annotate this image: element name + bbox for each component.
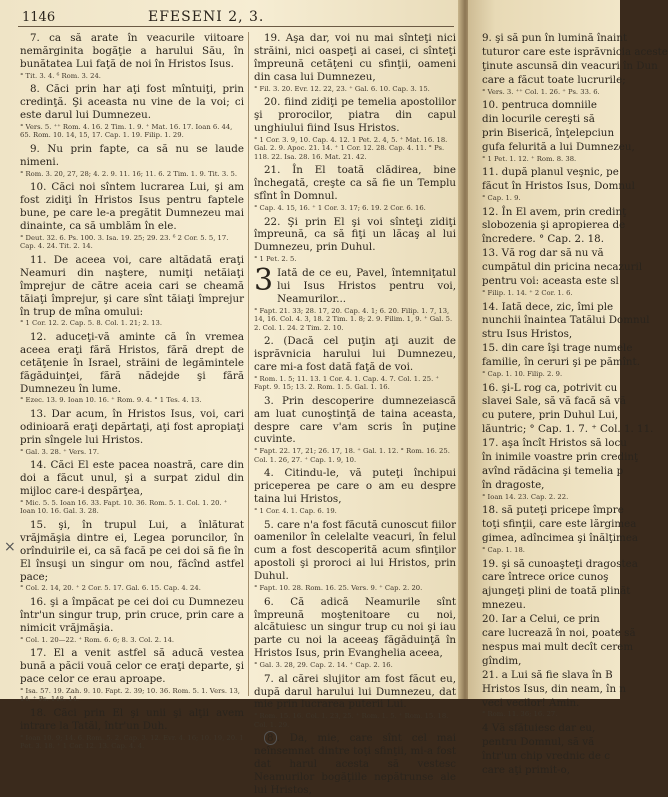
verse-line: în dragoste, — [482, 478, 545, 491]
cross-reference: ° Gal. 3. 28. ⁺ Vers. 17. — [20, 447, 100, 456]
verse: 8. Căci prin har aţi fost mîntuiţi, prin credinţă. Şi aceasta nu vine de la voi; ci este darul lui Dumnezeu. — [20, 83, 244, 122]
cross-reference: ° Fapt. 10. 28. Rom. 16. 25. Vers. 9. ⁺ Cap. 2. 20. — [254, 584, 423, 593]
verse-line: 14. Iată dece, zic, îmi ple — [482, 300, 614, 313]
verse: 14. Căci El este pacea noastră, care din doi a făcut unul, şi a surpat zidul din mijloc care-i despărţea, — [20, 459, 244, 497]
verse-line: 9. şi să pun în lumină înaint — [482, 32, 628, 44]
cross-reference: ° Filip. 1. 14. ⁺ 2 Cor. 1. 6. — [482, 289, 573, 297]
cross-reference: ° Deut. 32. 6. Ps. 100. 3. Isa. 19. 25; 29. 23. ⁶ 2 Cor. 5. 5, 17. Cap. 4. 24. Tit. 2. 14. — [20, 233, 229, 251]
verse: Iată de ce eu, Pavel, întemniţatul lui Isus Hristos pentru voi, Neamurilor... — [277, 266, 456, 305]
cross-reference: ° Cap. 1. 10. Filip. 2. 9. — [482, 370, 563, 379]
chapter-number: 3 — [254, 262, 274, 298]
running-title: EFESENI 2, 3. — [148, 9, 265, 25]
verse-line: care întrece orice cunoş — [482, 571, 609, 584]
cross-reference: ° 1 Cor. 12. 2. Cap. 5. 8. Col. 1. 21; 2. 13. — [20, 319, 162, 328]
right-text-column — [482, 32, 668, 776]
verse: 7. ca să arate în veacurile viitoare nemărginita bogăţie a harului Său, în bunătatea Lui faţă de noi în Hristos Isus. — [20, 32, 244, 70]
middle-text-column — [254, 32, 456, 796]
verse-line: 4 Vă sfătuiesc dar eu, — [482, 721, 596, 734]
verse-line: slavei Sale, să vă facă să vă — [482, 395, 627, 408]
verse: 15. şi, în trupul Lui, a înlăturat vrăjmăşia dintre ei, Legea poruncilor, în orînduirile ei, ca să facă pe cei doi să fie în El însuşi un singur om nou, făcînd astfel pace; — [20, 518, 244, 583]
verse: 20. fiind zidiţi pe temelia apostolilor şi prorocilor, piatra din capul unghiului fiind Isus Hristos. — [254, 96, 456, 134]
verse: 7. al cărei slujitor am fost făcut eu, după darul harului lui Dumnezeu, dat mie prin lucrarea puterii Lui. — [254, 672, 456, 711]
verse-line: 16. şi-L rog ca, potrivit cu — [482, 381, 618, 394]
chapter-start — [254, 262, 456, 306]
verse: 10. Căci noi sîntem lucrarea Lui, şi am fost zidiţi în Hristos Isus pentru faptele bune, pe care le-a pregătit Dumnezeu mai dinainte, ca să umblăm în ele. — [20, 181, 244, 232]
cross-reference: ° Rom. 11. 36; 16. 27. — [482, 710, 558, 719]
verse: 2. (Dacă cel puţin aţi auzit de isprăvnicia harului lui Dumnezeu, care mi-a fost dată faţă de voi. — [254, 335, 456, 373]
cross-reference: ° Rom. 15. 16. Col. 1. 23, 25. ⁺ Rom. 1. 5. ⁺ Rom. 15. 18. Col. 1. 29. — [254, 712, 449, 729]
verse-line: gufa felurită a lui Dumnezeu, — [482, 140, 635, 153]
verse: 5. care n'a fost făcută cunoscut fiilor oamenilor în celelalte veacuri, în felul cum a fost descoperită acum sfinţilor apostoli şi proroci ai lui Hristos, prin Duhul. — [254, 518, 456, 583]
cross-reference: ° Fil. 3. 20. Evr. 12. 22, 23. ⁺ Gal. 6. 10. Cap. 3. 15. — [254, 84, 430, 93]
verse: 21. În El toată clădirea, bine închegată, creşte ca să fie un Templu sfînt în Domnul. — [254, 164, 456, 203]
cross-reference: ° Cap. 1. 9. — [482, 194, 521, 203]
verse-line: 21. a Lui să fie slava în B — [482, 668, 613, 681]
verse-line: 19. şi să cunoaşteţi dragostea — [482, 557, 638, 570]
cross-reference: ° Cap. 1. 18. — [482, 546, 525, 554]
cross-reference: ° 1 Pet. 2. 5. — [254, 255, 297, 264]
verse-line: stru Isus Hristos, — [482, 328, 573, 341]
verse: 13. Dar acum, în Hristos Isus, voi, cari odinioară eraţi depărtaţi, aţi fost apropiaţi prin sîngele lui Hristos. — [20, 407, 244, 446]
cross-reference: ° Fapt. 22. 17, 21; 26. 17, 18. ⁺ Gal. 1. 12. ° Rom. 16. 25. Col. 1. 26, 27. ⁺ Cap. 1. 9, 10. — [254, 447, 450, 464]
verse: 18. Căci prin El şi unii şi alţii avem intrare la Tatăl, într'un Duh. — [20, 706, 244, 732]
verse: 4. Citindu-le, vă puteţi închipui priceperea pe care o am eu despre taina lui Hristos, — [254, 467, 456, 506]
handwritten-x-mark: × — [4, 539, 16, 555]
cross-reference: ° Col. 1. 20—22. ⁺ Rom. 6. 6; 8. 3. Col. 2. 14. — [20, 635, 175, 644]
verse-line: toţi sfinţii, care este lărgimea — [482, 518, 637, 531]
verse-line: 15. din care îşi trage numele — [482, 342, 633, 355]
verse-line: mnezeu. — [482, 599, 526, 612]
cross-reference: ° Gal. 3. 28, 29. Cap. 2. 14. ⁺ Cap. 2. 16. — [254, 661, 393, 670]
verse-line: 18. să puteţi pricepe împre — [482, 504, 624, 517]
verse-line: 10. pentruca domniile — [482, 99, 597, 112]
verse-line: gimea, adîncimea şi înălţimea — [482, 532, 639, 545]
verse: 6. Că adică Neamurile sînt împreună moştenitoare cu noi, alcătuiesc un singur trup cu noi şi iau parte cu noi la aceeaş făgăduinţă în Hristos Isus, prin Evanghelia aceea, — [254, 595, 456, 660]
verse-line: ţinute ascunsă din veacuri în Dun — [482, 59, 658, 72]
cross-reference: ° Col. 2. 14, 20. ⁺ 2 Cor. 5. 17. Gal. 6. 15. Cap. 4. 24. — [20, 584, 201, 593]
cross-reference: ° 1 Cor. 4. 1. Cap. 6. 19. — [254, 507, 337, 516]
verse-line: în inimile voastre prin credinţ — [482, 451, 639, 464]
verse-line: gîndim, — [482, 654, 522, 667]
cross-reference: ° 1 Pet. 1. 12. ⁺ Rom. 8. 38. — [482, 154, 577, 163]
verse-line: 12. În El avem, prin credinţ — [482, 205, 627, 218]
page-header — [0, 8, 462, 28]
cross-reference: ° Fapt. 21. 33; 28. 17, 20. Cap. 4. 1; 6. 20. Filip. 1. 7, 13, 14, 16. Col. 4. 3, 18. 2 Tim. 1. 8; 2. 9. Filim. 1, 9. ⁺ Gal. 5. 2. Col. 1. 24. 2 Tim. 2. 10. — [254, 306, 453, 332]
cross-reference: ° Rom. 3. 20, 27, 28; 4. 2. 9. 11. 16; 11. 6. 2 Tim. 1. 9. Tit. 3. 5. — [20, 169, 237, 178]
verse: 17. El a venit astfel să aducă vestea bună a păcii vouă celor ce eraţi departe, şi pace celor ce erau aproape. — [20, 647, 244, 685]
verse-line: 11. după planul veşnic, pe — [482, 166, 619, 179]
verse: 9. Nu prin fapte, ca să nu se laude nimeni. — [20, 142, 244, 168]
cross-reference: ° Ioan 14. 23. Cap. 2. 22. — [482, 492, 569, 501]
circled-verse-number: 8 — [264, 731, 277, 745]
verse-line: tuturor care este isprăvnicia aceste — [482, 45, 668, 58]
cross-reference: ° Ezec. 13. 9. Ioan 10. 16. ⁺ Rom. 9. 4. ° 1 Tes. 4. 13. — [20, 396, 202, 405]
verse-text: . Da, mie, care sînt cel mai neînsemnat dintre toţi sfinţii, mi-a fost dat harul acesta să vestesc Neamurilor bogăţiile nepătrunse ale lui Hristos, — [254, 732, 456, 796]
verse-line: slobozenia şi apropierea de — [482, 219, 626, 232]
verse: 11. De aceea voi, care altădată eraţi Neamuri din naştere, numiţi netăiaţi împrejur de către aceia cari se cheamă tăiaţi împrejur, şi care sînt tăiaţi împrejur în trup de mîna omului: — [20, 253, 244, 318]
verse-line: care aţi primit-o, — [482, 763, 570, 776]
cross-reference: ° Tit. 3. 4. ⁶ Rom. 3. 24. — [20, 71, 101, 80]
verse-line: Hristos Isus, din neam, în n — [482, 682, 626, 695]
verse-line: cu putere, prin Duhul Lui, — [482, 409, 619, 422]
verse: 16. şi a împăcat pe cei doi cu Dumnezeu într'un singur trup, prin cruce, prin care a nimicit vrăjmăşia. — [20, 595, 244, 634]
cross-reference: ° Rom. 1. 5; 11. 13. 1 Cor. 4. 1. Cap. 4. 7. Col. 1. 25. ⁺ Fapt. 9. 15; 13. 2. Rom. 1. 5. Gal. 1. 16. — [254, 374, 439, 392]
verse: 19. Aşa dar, voi nu mai sînteţi nici străini, nici oaspeţi ai casei, ci sînteţi împreună cetăţeni cu sfinţii, oameni din casa lui Dumnezeu, — [254, 32, 456, 83]
verse: 12. aduceţi-vă aminte că în vremea aceea eraţi fără Hristos, fără drept de cetăţenie în Israel, străini de legămintele făgăduinţei, fără nădejde şi fără Dumnezeu în lume. — [20, 330, 244, 395]
verse-line: încredere. ° Cap. 2. 18. — [482, 233, 605, 246]
verse-line: nunchii înaintea Tatălui Domnul — [482, 314, 650, 327]
verse-line: veci vecilor! Amin. — [482, 696, 580, 709]
cross-reference: ° Ioan 10. 9; 14. 6. Rom. 5. 2. Cap. 3. 12. Evr. 4. 16; 10. 19, 20. 1 Pet. 3. 18. ⁺ 1 Cor. 12. 13. Cap. 4. 4. — [20, 733, 244, 751]
verse: 22. Şi prin El şi voi sînteţi zidiţi împreună, ca să fiţi un lăcaş al lui Dumnezeu, prin Duhul. — [254, 215, 456, 254]
verse-line: avînd rădăcina şi temelia p — [482, 464, 624, 477]
verse — [254, 732, 456, 797]
verse-line: pentru Domnul, să vă — [482, 735, 595, 748]
verse-line: lăuntric; ° Cap. 1. 7. ⁺ Col. 1. 11. — [482, 423, 654, 436]
header-rule — [18, 26, 454, 27]
verse-line: ajungeţi plini de toată plinăt — [482, 585, 631, 598]
verse-line: care lucrează în noi, poate să — [482, 627, 636, 640]
cross-reference: ° Isa. 57. 19. Zah. 9. 10. Fapt. 2. 39; 10. 36. Rom. 5. 1. Vers. 13, 14. ⁺ Ps. 148. 14. — [20, 686, 240, 704]
cross-reference: ° Cap. 4. 15, 16. ⁺ 1 Cor. 3. 17; 6. 19. 2 Cor. 6. 16. — [254, 204, 426, 213]
cross-reference: ° 1 Cor. 3. 9, 10. Cap. 4. 12. 1 Pet. 2. 4, 5. ⁺ Mat. 16. 18. Gal. 2. 9. Apoc. 21. 14. ⁺ 1 Cor. 12. 28. Cap. 4. 11. ° Ps. 118. 22. Isa. 28. 16. Mat. 21. 42. — [254, 135, 448, 161]
verse-line: cumpătul din pricina necazuril — [482, 261, 643, 274]
verse-line: 13. Vă rog dar să nu vă — [482, 247, 604, 260]
verse-line: familie, în ceruri şi pe pămînt. — [482, 356, 640, 369]
cross-reference: ° Vers. 3. ⁺⁺ Col. 1. 26. ⁺ Ps. 33. 6. — [482, 87, 600, 96]
verse-line: care a făcut toate lucrurile; — [482, 73, 626, 86]
verse-line: prin Biserică, înţelepciun — [482, 126, 615, 139]
left-text-column — [20, 32, 244, 751]
verse-line: din locurile cereşti să — [482, 113, 595, 126]
verse-line: 17. aşa încît Hristos să locu — [482, 437, 627, 450]
page-number: 1146 — [22, 10, 56, 25]
right-page — [468, 0, 668, 776]
cross-reference: ° Mic. 5. 5. Ioan 16. 33. Fapt. 10. 36. Rom. 5. 1. Col. 1. 20. ⁺ Ioan 10. 16. Gal. 3. 28. — [20, 498, 228, 516]
column-divider — [248, 32, 249, 696]
verse-line: făcut în Hristos Isus, Domnul — [482, 180, 635, 193]
verse-line: într'un chip vrednic de c — [482, 749, 611, 762]
cross-reference: ° Vers. 5. ⁺⁺ Rom. 4. 16. 2 Tim. 1. 9. ⁺ Mat. 16. 17. Ioan 6. 44, 65. Rom. 10. 14, 15, 17. Cap. 1. 19. Filip. 1. 29. — [20, 122, 233, 140]
verse-line: pentru voi: aceasta este sl — [482, 275, 619, 288]
verse: 3. Prin descoperire dumnezeiască am luat cunoştinţă de taina aceasta, despre care v'am scris în puţine cuvinte. — [254, 394, 456, 446]
verse-line: nespus mai mult decît cerem — [482, 640, 634, 653]
verse-line: 20. Iar a Celui, ce prin — [482, 613, 600, 626]
